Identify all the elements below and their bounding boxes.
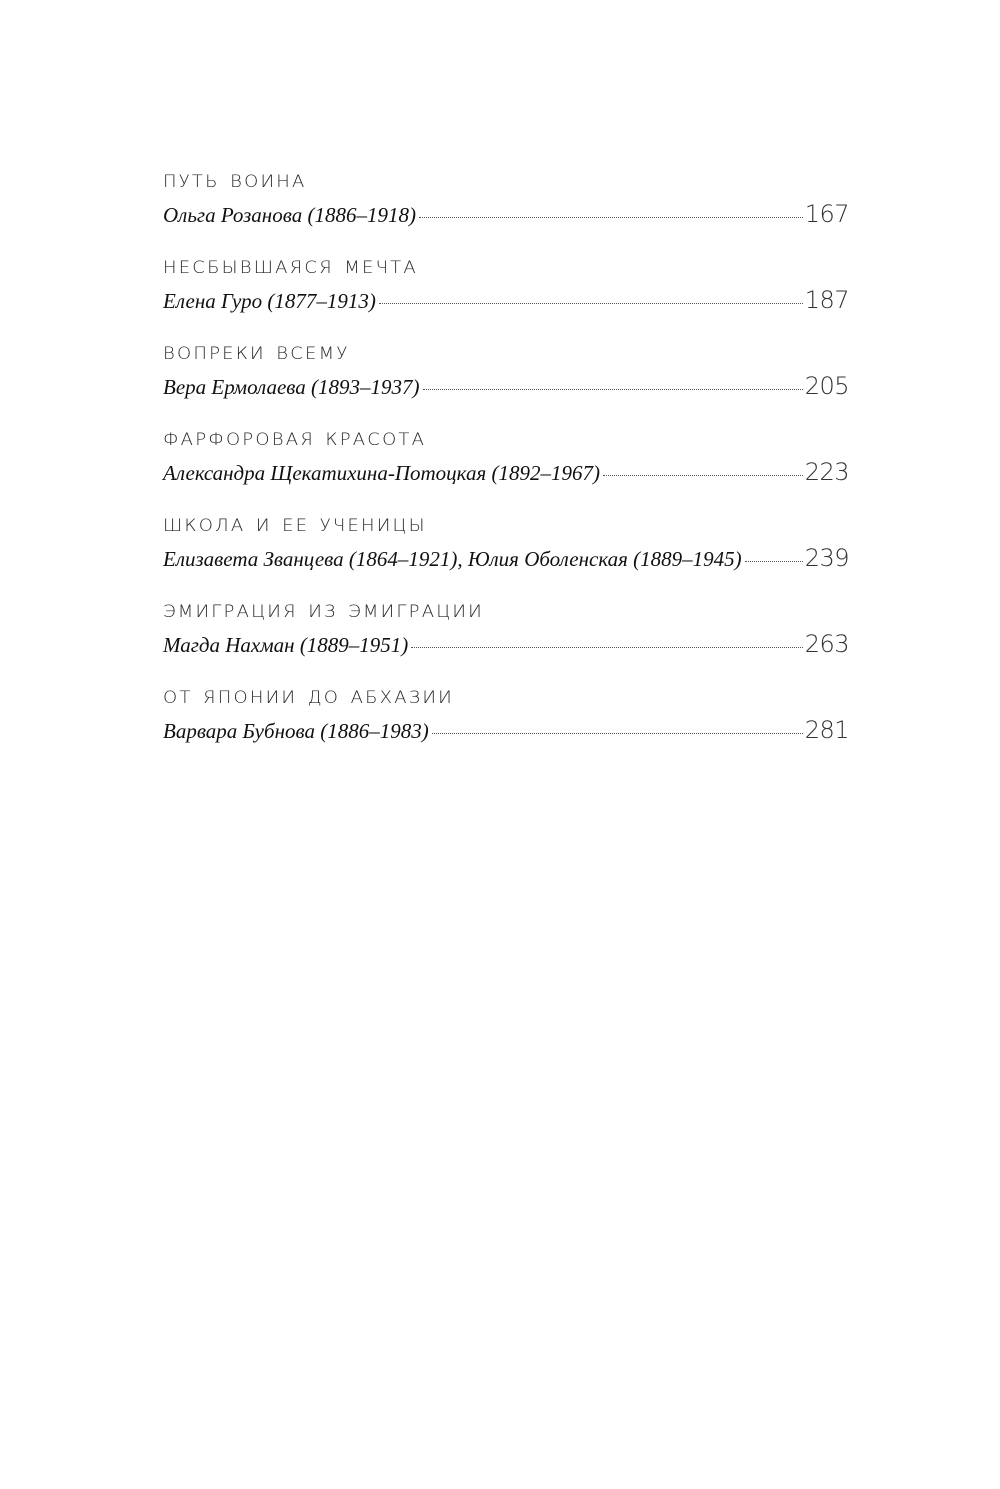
author-line [163, 285, 849, 315]
page-number: 223 [804, 458, 849, 486]
toc-entry[interactable] [163, 510, 849, 596]
table-of-contents [163, 166, 849, 768]
dot-leader [379, 303, 803, 304]
chapter-title: вопреки всему [163, 338, 350, 366]
toc-entry[interactable] [163, 252, 849, 338]
author-name: Елизавета Званцева (1864–1921), Юлия Оболенская (1889–1945) [163, 547, 742, 571]
author-name: Магда Нахман (1889–1951) [163, 633, 409, 657]
author-line [163, 199, 849, 229]
page-number: 205 [804, 372, 849, 400]
toc-entry[interactable] [163, 424, 849, 510]
page-number: 187 [804, 286, 849, 314]
dot-leader [411, 647, 802, 648]
dot-leader [432, 733, 803, 734]
author-name: Вера Ермолаева (1893–1937) [163, 375, 420, 399]
author-line [163, 543, 849, 573]
toc-entry[interactable] [163, 166, 849, 252]
author-name: Елена Гуро (1877–1913) [163, 289, 376, 313]
dot-leader [745, 561, 803, 562]
dot-leader [419, 217, 803, 218]
chapter-title: школа и ее ученицы [163, 510, 427, 538]
author-line [163, 371, 849, 401]
author-name: Александра Щекатихина-Потоцкая (1892–1967) [163, 461, 600, 485]
dot-leader [603, 475, 803, 476]
chapter-title: несбывшаяся мечта [163, 252, 418, 280]
dot-leader [423, 389, 803, 390]
chapter-title: путь воина [163, 166, 307, 194]
chapter-title: фарфоровая красота [163, 424, 427, 452]
chapter-title: от японии до абхазии [163, 682, 454, 710]
page-number: 239 [804, 544, 849, 572]
toc-entry[interactable] [163, 682, 849, 768]
chapter-title: эмиграция из эмиграции [163, 596, 484, 624]
author-line [163, 457, 849, 487]
author-name: Варвара Бубнова (1886–1983) [163, 719, 429, 743]
author-line [163, 715, 849, 745]
toc-entry[interactable] [163, 338, 849, 424]
toc-entry[interactable] [163, 596, 849, 682]
page-number: 281 [804, 716, 849, 744]
page-number: 167 [804, 200, 849, 228]
author-line [163, 629, 849, 659]
author-name: Ольга Розанова (1886–1918) [163, 203, 416, 227]
page-number: 263 [804, 630, 849, 658]
